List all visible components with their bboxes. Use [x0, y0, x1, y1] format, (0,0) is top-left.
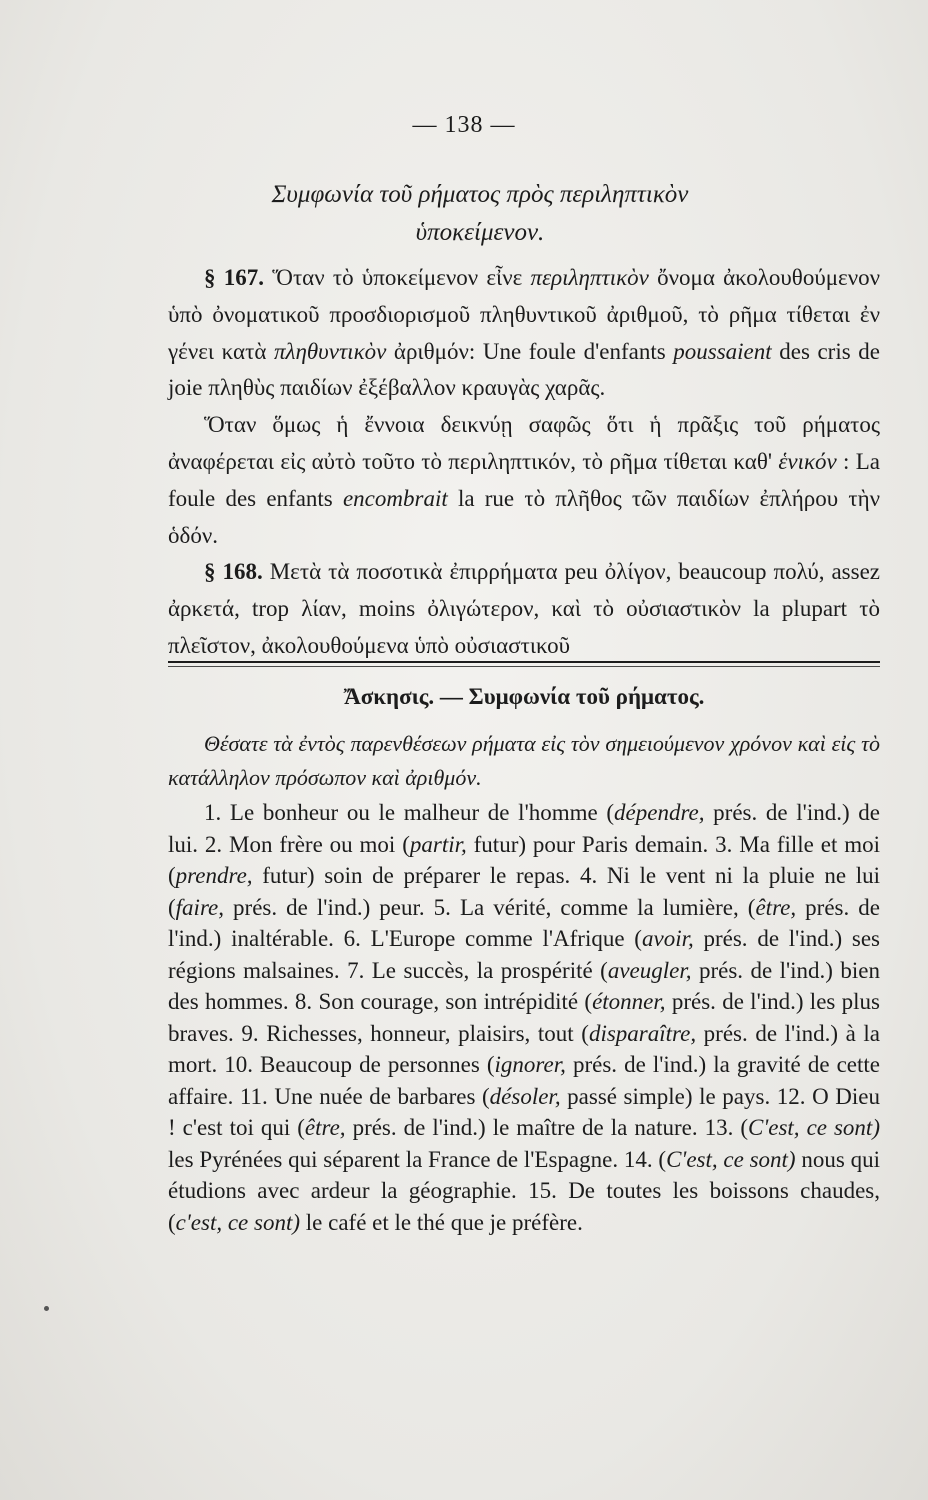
divider-rule	[168, 661, 880, 663]
section-sign-167: § 167.	[204, 265, 265, 290]
section-sign-168: § 168.	[204, 559, 263, 585]
verb-prompt: étonner,	[592, 989, 666, 1014]
section-heading	[160, 176, 800, 252]
verb-prompt: être,	[304, 1115, 346, 1140]
exercise-title: Ἄσκησις. — Συμφωνία τοῦ ρήματος.	[343, 684, 705, 709]
verb-prompt: C'est, ce sont)	[666, 1146, 796, 1172]
exercise-paragraph	[168, 797, 880, 1238]
grammar-rules	[168, 260, 880, 665]
verb-prompt: aveugler,	[607, 957, 692, 983]
verb-prompt: dépendre,	[614, 800, 705, 825]
exercise-item: 14. (C'est, ce sont) nous qui étudions avec ardeur la géographie.	[168, 1146, 880, 1203]
verb-prompt: désoler,	[489, 1083, 561, 1109]
exercise-item: 5. La vérité, comme la lumière, (être, prés. de l'ind.) inaltérable.	[168, 894, 880, 951]
verb-prompt: prendre,	[175, 863, 253, 888]
ink-speck	[44, 1306, 49, 1311]
paragraph-singular-rule: Ὅταν ὅμως ἡ ἔννοια δεικνύῃ σαφῶς ὅτι ἡ πρᾶξις τοῦ ρήματος ἀναφέρεται εἰς αὐτὸ τοῦτο τὸ περιληπτικόν, τὸ ρῆμα τίθεται καθ' ἑνικόν : La foule des enfants encombrait la rue τὸ πλῆθος τῶν παιδίων ἐπλήρου τὴν ὁδόν.	[168, 412, 880, 548]
exercise-item: 10. Beaucoup de personnes (ignorer, prés. de l'ind.) la gravité de cette affaire.	[168, 1052, 880, 1109]
exercise-item: 3. Ma fille et moi (prendre, futur) soin de préparer le repas.	[168, 831, 881, 888]
verb-prompt: C'est, ce sont)	[748, 1115, 880, 1140]
exercise-items	[168, 797, 880, 1238]
verb-prompt: ignorer,	[494, 1052, 566, 1077]
paragraph-168: § 168. Μετὰ τὰ ποσοτικὰ ἐπιρρήματα peu ὀλίγον, beaucoup πολύ, assez ἀρκετά, trop λίαν, moins ὀλιγώτερον, καὶ τὸ οὐσιαστικὸν la plupart τὸ πλεῖστον, ἀκολουθούμενα ὑπὸ οὐσιαστικοῦ	[168, 559, 880, 658]
exercise-item: 2. Mon frère ou moi (partir, futur) pour Paris demain.	[204, 831, 716, 857]
heading-line-1: Συμφωνία τοῦ ρήματος πρὸς περιληπτικὸν	[271, 181, 689, 208]
exercise-item: 13. (C'est, ce sont) les Pyrénées qui séparent la France de l'Espagne.	[168, 1115, 880, 1172]
verb-prompt: être,	[755, 894, 797, 920]
divider-rule-thin	[168, 666, 880, 667]
verb-prompt: partir,	[409, 831, 467, 857]
verb-prompt: disparaître,	[588, 1020, 697, 1046]
heading-line-2: ὑποκείμενον.	[415, 219, 545, 246]
paragraph-167: § 167. Ὅταν τὸ ὑποκείμενον εἶνε περιληπτικὸν ὄνομα ἀκολουθούμενον ὑπὸ ὀνοματικοῦ προσδιορισμοῦ πληθυντικοῦ ἀριθμοῦ, τὸ ρῆμα τίθεται ἐν γένει κατὰ πληθυντικὸν ἀριθμόν: Une foule d'enfants poussaient des cris de joie πληθὺς παιδίων ἐξέβαλλον κραυγὰς χαρᾶς.	[168, 265, 880, 401]
verb-prompt: c'est, ce sont)	[175, 1209, 301, 1235]
verb-prompt: faire,	[175, 894, 225, 920]
exercise-item: 7. Le succès, la prospérité (aveugler, prés. de l'ind.) bien des hommes.	[168, 957, 881, 1014]
exercise-item: 8. Son courage, son intrépidité (étonner, prés. de l'ind.) les plus braves.	[168, 989, 880, 1046]
exercise-instructions: Θέσατε τὰ ἐντὸς παρενθέσεων ρήματα εἰς τὸν σημειούμενον χρόνον καὶ εἰς τὸ κατάλληλον πρόσωπον καὶ ἀριθμόν.	[168, 731, 880, 790]
exercise-item: 4. Ni le vent ni la pluie ne lui (faire, prés. de l'ind.) peur.	[168, 863, 880, 920]
exercise-item: 11. Une nuée de barbares (désoler, passé simple) le pays.	[239, 1083, 777, 1109]
exercise-item: 6. L'Europe comme l'Afrique (avoir, prés. de l'ind.) ses régions malsaines.	[168, 926, 880, 983]
page-number: — 138 —	[412, 112, 516, 138]
exercise-item: 15. De toutes les boissons chaudes, (c'est, ce sont) le café et le thé que je préfère.	[168, 1178, 880, 1235]
exercise-item: 1. Le bonheur ou le malheur de l'homme (dépendre, prés. de l'ind.) de lui.	[168, 800, 880, 857]
exercise-item: 9. Richesses, honneur, plaisirs, tout (disparaître, prés. de l'ind.) à la mort.	[168, 1020, 880, 1077]
verb-prompt: avoir,	[641, 926, 694, 951]
exercise-item: 12. O Dieu ! c'est toi qui (être, prés. de l'ind.) le maître de la nature.	[168, 1083, 880, 1140]
